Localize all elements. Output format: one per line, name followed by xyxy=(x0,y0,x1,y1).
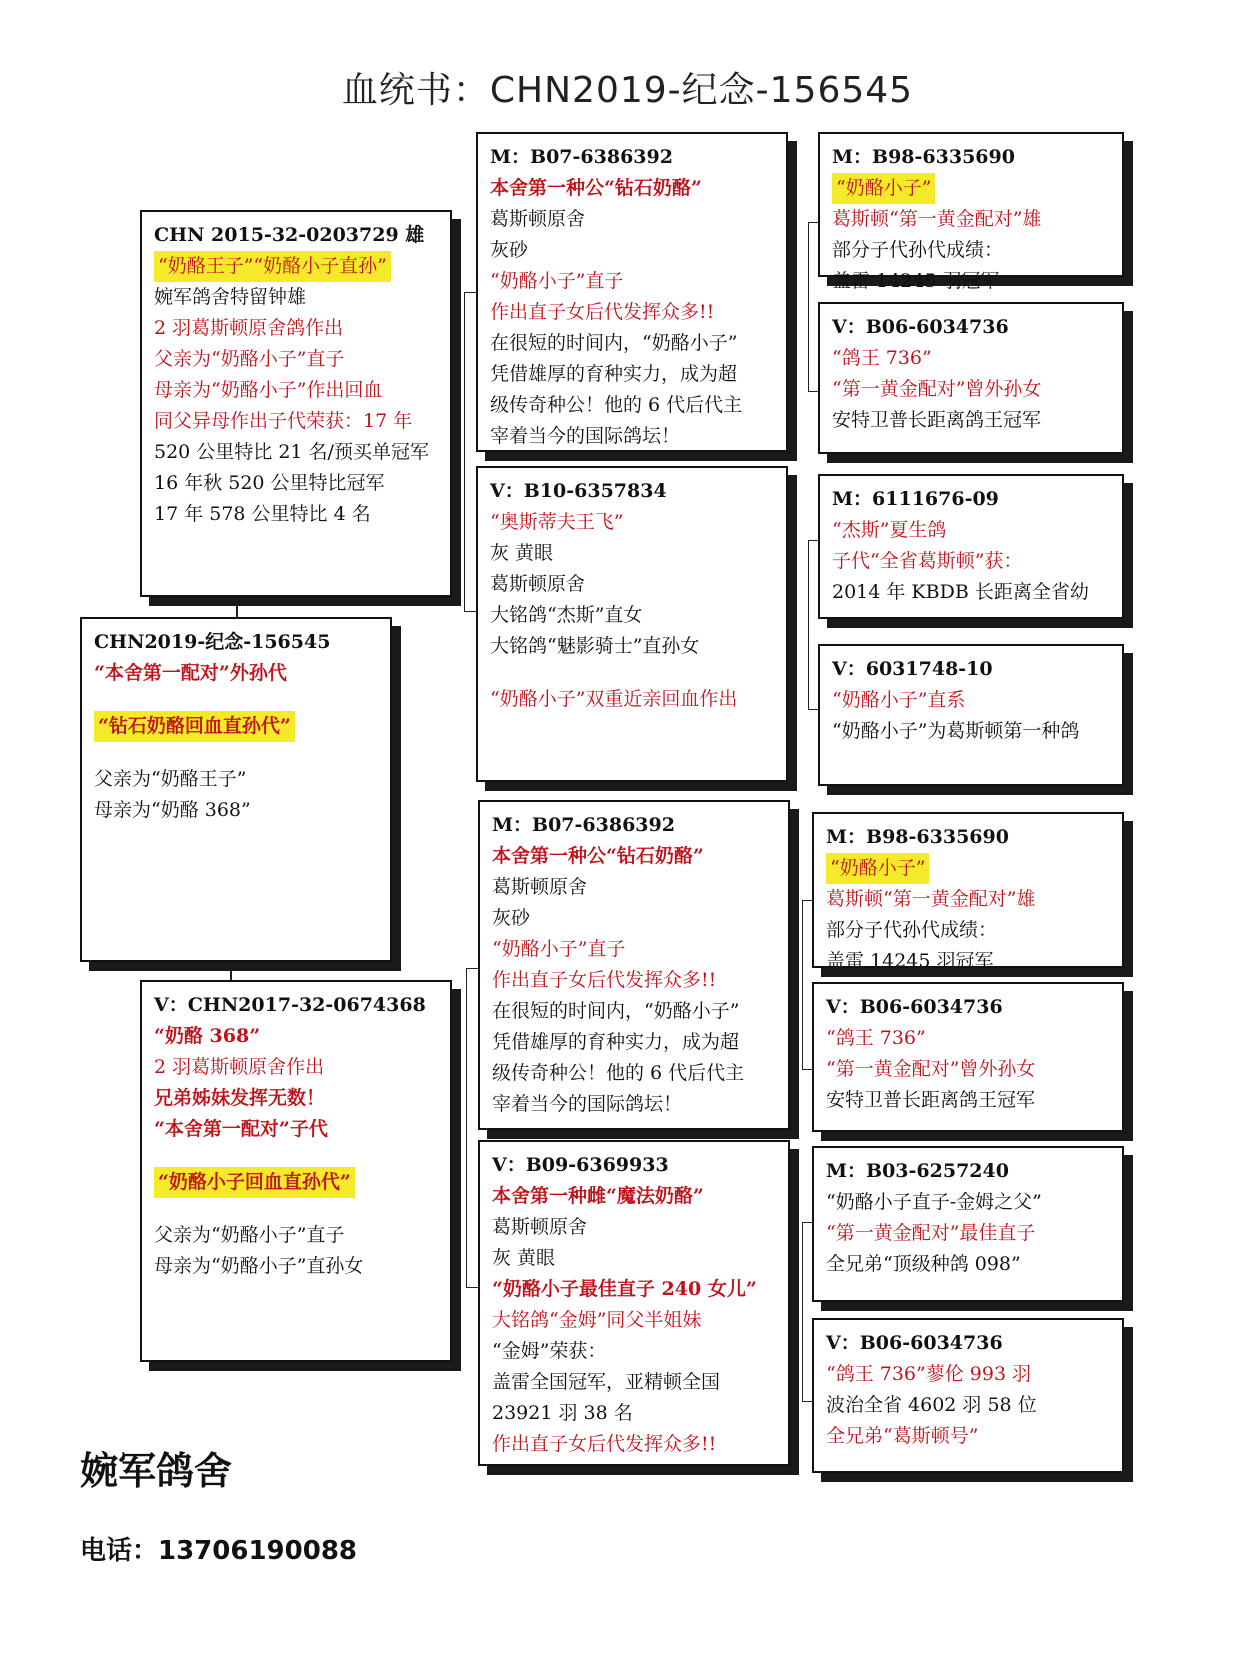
pedigree-line xyxy=(490,684,774,715)
pedigree-line xyxy=(490,538,774,569)
line-text: 父亲为“奶酪小子”直子 xyxy=(154,348,345,370)
line-text: 本舍第一种雌“魔法奶酪” xyxy=(492,1185,704,1207)
pedigree-line xyxy=(492,872,776,903)
line-text: “奶酪小子直子-金姆之父” xyxy=(826,1191,1042,1213)
connector-subject-dam xyxy=(230,962,232,982)
pedigree-line xyxy=(826,1249,1110,1280)
pedigree-line xyxy=(490,507,774,538)
pedigree-line xyxy=(826,1218,1110,1249)
line-text: “杰斯”夏生鸽 xyxy=(832,519,947,541)
pedigree-line xyxy=(826,915,1110,946)
line-text: “奶酪小子” xyxy=(832,173,935,204)
line-spacer xyxy=(94,689,378,711)
line-text: “奶酪小子”双重近亲回血作出 xyxy=(490,688,738,710)
gen2-card-2 xyxy=(476,466,788,782)
line-text: V：B10-6357834 xyxy=(490,480,667,502)
line-text: 安特卫普长距离鸽王冠军 xyxy=(832,409,1042,431)
line-text: “鸽王 736” xyxy=(826,1027,926,1049)
pedigree-line xyxy=(154,990,438,1021)
line-text: V：B09-6369933 xyxy=(492,1154,669,1176)
pedigree-line xyxy=(492,1058,776,1089)
line-text: 作出直子女后代发挥众多!! xyxy=(490,301,715,323)
pedigree-line xyxy=(154,1220,438,1251)
pedigree-line xyxy=(154,406,438,437)
pedigree-line xyxy=(154,1021,438,1052)
line-text: “奶酪小子最佳直子 240 女儿” xyxy=(492,1278,757,1300)
line-text: 母亲为“奶酪小子”作出回血 xyxy=(154,379,383,401)
gen3-card-4 xyxy=(818,644,1124,786)
line-text: 2 羽葛斯顿原舍鸽作出 xyxy=(154,317,344,339)
pedigree-line xyxy=(492,1398,776,1429)
line-text: 父亲为“奶酪小子”直子 xyxy=(154,1224,345,1246)
line-text: V：CHN2017-32-0674368 xyxy=(154,994,426,1016)
pedigree-line xyxy=(94,711,378,742)
pedigree-line xyxy=(154,251,438,282)
pedigree-line xyxy=(832,654,1110,685)
dam-card xyxy=(140,980,452,1362)
pedigree-line xyxy=(826,1421,1110,1452)
line-text: 灰 黄眼 xyxy=(490,542,554,564)
line-text: M：B03-6257240 xyxy=(826,1160,1009,1182)
line-text: 2014 年 KBDB 长距离全省幼 xyxy=(832,581,1089,603)
phone-number: 电话：13706190088 xyxy=(80,1536,357,1566)
pedigree-line xyxy=(832,484,1110,515)
line-text: 葛斯顿原舍 xyxy=(490,573,586,595)
line-text: “奶酪小子回血直孙代” xyxy=(154,1167,355,1198)
pedigree-title: 血统书：CHN2019-纪念-156545 xyxy=(341,70,914,111)
pedigree-line xyxy=(826,1054,1110,1085)
line-text: 同父异母作出子代荣获：17 年 xyxy=(154,410,413,432)
line-text: “奶酪小子”直系 xyxy=(832,689,966,711)
pedigree-line xyxy=(832,235,1110,266)
pedigree-line xyxy=(490,421,774,452)
line-text: V：B06-6034736 xyxy=(826,996,1003,1018)
line-text: 葛斯顿原舍 xyxy=(490,208,586,230)
line-text: 凭借雄厚的育种实力，成为超 xyxy=(492,1031,740,1053)
line-text: M：B07-6386392 xyxy=(490,146,673,168)
line-text: “第一黄金配对”最佳直子 xyxy=(826,1222,1036,1244)
pedigree-line xyxy=(832,343,1110,374)
pedigree-line xyxy=(826,992,1110,1023)
pedigree-line xyxy=(832,515,1110,546)
pedigree-line xyxy=(490,173,774,204)
line-text: “奶酪小子”直子 xyxy=(490,270,624,292)
line-text: 灰砂 xyxy=(490,239,529,261)
pedigree-line xyxy=(826,1359,1110,1390)
pedigree-line xyxy=(490,328,774,359)
pedigree-line xyxy=(832,577,1110,608)
pedigree-line xyxy=(492,1274,776,1305)
pedigree-line xyxy=(832,685,1110,716)
pedigree-line xyxy=(154,282,438,313)
pedigree-line xyxy=(154,1251,438,1282)
pedigree-line xyxy=(154,220,438,251)
line-text: “奶酪王子”“奶酪小子直孙” xyxy=(154,251,391,282)
line-text: 作出直子女后代发挥众多!! xyxy=(492,969,717,991)
line-text: “奥斯蒂夫王飞” xyxy=(490,511,624,533)
line-text: “金姆”荣获： xyxy=(492,1340,607,1362)
pedigree-line xyxy=(490,631,774,662)
line-text: 兄弟姊妹发挥无数！ xyxy=(154,1087,326,1109)
pedigree-line xyxy=(826,1023,1110,1054)
gen3-card-1 xyxy=(818,132,1124,292)
line-text: M：B07-6386392 xyxy=(492,814,675,836)
gen2-card-1 xyxy=(476,132,788,452)
line-text: 母亲为“奶酪 368” xyxy=(94,799,251,821)
pedigree-line xyxy=(492,1429,776,1460)
pedigree-line xyxy=(94,795,378,826)
pedigree-line xyxy=(492,903,776,934)
line-text: 婉军鸽舍特留钟雄 xyxy=(154,286,307,308)
pedigree-line xyxy=(826,853,1110,884)
gen2-card-4 xyxy=(478,1140,790,1466)
line-text: 16 年秋 520 公里特比冠军 xyxy=(154,472,385,494)
pedigree-line xyxy=(492,1027,776,1058)
pedigree-line xyxy=(492,1212,776,1243)
pedigree-line xyxy=(492,1243,776,1274)
line-text: M：B98-6335690 xyxy=(832,146,1015,168)
pedigree-line xyxy=(492,1305,776,1336)
line-text: 宰着当今的国际鸽坛！ xyxy=(490,425,681,447)
line-text: 520 公里特比 21 名/预买单冠军 xyxy=(154,441,429,463)
pedigree-line xyxy=(490,266,774,297)
line-text: 盖雷全国冠军，亚精顿全国 xyxy=(492,1371,721,1393)
line-text: “第一黄金配对”曾外孙女 xyxy=(832,378,1042,400)
pedigree-line xyxy=(154,375,438,406)
line-text: 全兄弟“葛斯顿号” xyxy=(826,1425,979,1447)
pedigree-line xyxy=(154,1083,438,1114)
pedigree-line xyxy=(94,627,378,658)
line-spacer xyxy=(154,1145,438,1167)
pedigree-line xyxy=(154,344,438,375)
pedigree-line xyxy=(490,204,774,235)
line-text: 部分子代孙代成绩： xyxy=(826,919,998,941)
line-text: 大铭鸽“金姆”同父半姐妹 xyxy=(492,1309,702,1331)
line-text: 母亲为“奶酪小子”直孙女 xyxy=(154,1255,364,1277)
gen3-card-6 xyxy=(812,982,1124,1132)
pedigree-line xyxy=(154,313,438,344)
pedigree-line xyxy=(492,841,776,872)
line-text: 在很短的时间内，“奶酪小子” xyxy=(492,1000,740,1022)
pedigree-line xyxy=(490,569,774,600)
line-text: “奶酪小子”为葛斯顿第一种鸽 xyxy=(832,720,1080,742)
subject-card xyxy=(80,617,392,962)
pedigree-line xyxy=(826,822,1110,853)
line-text: 级传奇种公！他的 6 代后代主 xyxy=(490,394,743,416)
line-text: M：6111676-09 xyxy=(832,488,999,510)
pedigree-line xyxy=(492,965,776,996)
line-spacer xyxy=(490,662,774,684)
line-text: 全兄弟“顶级种鸽 098” xyxy=(826,1253,1021,1275)
line-text: 子代“全省葛斯顿”获： xyxy=(832,550,1023,572)
line-text: “本舍第一配对”外孙代 xyxy=(94,662,287,684)
pedigree-line xyxy=(832,546,1110,577)
line-text: 在很短的时间内，“奶酪小子” xyxy=(490,332,738,354)
line-text: “奶酪小子”直子 xyxy=(492,938,626,960)
sire-card xyxy=(140,210,452,597)
pedigree-line xyxy=(492,1336,776,1367)
pedigree-line xyxy=(492,810,776,841)
pedigree-line xyxy=(492,1150,776,1181)
line-text: 宰着当今的国际鸽坛！ xyxy=(492,1093,683,1115)
line-text: V：B06-6034736 xyxy=(826,1332,1003,1354)
line-text: “鸽王 736” xyxy=(832,347,932,369)
pedigree-line xyxy=(832,405,1110,436)
line-text: 安特卫普长距离鸽王冠军 xyxy=(826,1089,1036,1111)
pedigree-line xyxy=(826,1187,1110,1218)
gen3-card-7 xyxy=(812,1146,1124,1302)
pedigree-line xyxy=(826,884,1110,915)
line-text: V：B06-6034736 xyxy=(832,316,1009,338)
line-text: 本舍第一种公“钻石奶酪” xyxy=(492,845,704,867)
line-text: 盖雷 14245 羽冠军 xyxy=(832,270,1000,292)
pedigree-line xyxy=(826,1328,1110,1359)
gen3-card-8 xyxy=(812,1318,1124,1473)
line-text: 大铭鸽“魅影骑士”直孙女 xyxy=(490,635,700,657)
line-text: 葛斯顿“第一黄金配对”雄 xyxy=(826,888,1036,910)
line-spacer xyxy=(154,1198,438,1220)
connector-subject-sire xyxy=(236,597,238,619)
line-text: “第一黄金配对”曾外孙女 xyxy=(826,1058,1036,1080)
line-text: 父亲为“奶酪王子” xyxy=(94,768,247,790)
line-text: 凭借雄厚的育种实力，成为超 xyxy=(490,363,738,385)
loft-name: 婉军鸽舍 xyxy=(80,1449,233,1493)
pedigree-line xyxy=(154,499,438,530)
pedigree-line xyxy=(832,716,1110,747)
pedigree-line xyxy=(154,1052,438,1083)
pedigree-line xyxy=(154,1167,438,1198)
line-text: V：6031748-10 xyxy=(832,658,993,680)
pedigree-line xyxy=(826,1156,1110,1187)
pedigree-line xyxy=(832,374,1110,405)
pedigree-line xyxy=(826,1085,1110,1116)
gen3-card-3 xyxy=(818,474,1124,619)
line-text: M：B98-6335690 xyxy=(826,826,1009,848)
gen3-card-2 xyxy=(818,302,1124,454)
line-text: 级传奇种公！他的 6 代后代主 xyxy=(492,1062,745,1084)
pedigree-line xyxy=(832,266,1110,297)
pedigree-line xyxy=(826,1390,1110,1421)
gen3-card-5 xyxy=(812,812,1124,972)
line-text: “奶酪小子” xyxy=(826,853,929,884)
pedigree-line xyxy=(832,204,1110,235)
line-text: 葛斯顿原舍 xyxy=(492,1216,588,1238)
line-spacer xyxy=(94,742,378,764)
line-text: “本舍第一配对”子代 xyxy=(154,1118,328,1140)
line-text: 葛斯顿原舍 xyxy=(492,876,588,898)
pedigree-line xyxy=(490,142,774,173)
line-text: “鸽王 736”蓼伦 993 羽 xyxy=(826,1363,1032,1385)
line-text: 大铭鸽“杰斯”直女 xyxy=(490,604,643,626)
line-text: “奶酪 368” xyxy=(154,1025,261,1047)
pedigree-line xyxy=(94,658,378,689)
pedigree-line xyxy=(490,297,774,328)
pedigree-line xyxy=(492,1089,776,1120)
pedigree-line xyxy=(826,946,1110,977)
line-text: 盖雷 14245 羽冠军 xyxy=(826,950,994,972)
line-text: CHN2019-纪念-156545 xyxy=(94,631,331,653)
pedigree-line xyxy=(492,934,776,965)
pedigree-line xyxy=(154,437,438,468)
pedigree-line xyxy=(832,142,1110,173)
pedigree-line xyxy=(832,173,1110,204)
line-text: 部分子代孙代成绩： xyxy=(832,239,1004,261)
pedigree-line xyxy=(492,996,776,1027)
pedigree-line xyxy=(154,1114,438,1145)
line-text: “钻石奶酪回血直孙代” xyxy=(94,711,295,742)
line-text: 作出直子女后代发挥众多!! xyxy=(492,1433,717,1455)
line-text: 灰 黄眼 xyxy=(492,1247,556,1269)
pedigree-line xyxy=(490,476,774,507)
pedigree-line xyxy=(492,1181,776,1212)
pedigree-line xyxy=(490,600,774,631)
pedigree-line xyxy=(94,764,378,795)
line-text: CHN 2015-32-0203729 雄 xyxy=(154,224,425,246)
line-text: 23921 羽 38 名 xyxy=(492,1402,633,1424)
line-text: 波治全省 4602 羽 58 位 xyxy=(826,1394,1037,1416)
line-text: 2 羽葛斯顿原舍作出 xyxy=(154,1056,325,1078)
pedigree-line xyxy=(490,235,774,266)
gen2-card-3 xyxy=(478,800,790,1130)
line-text: 灰砂 xyxy=(492,907,531,929)
pedigree-line xyxy=(492,1367,776,1398)
line-text: 葛斯顿“第一黄金配对”雄 xyxy=(832,208,1042,230)
pedigree-line xyxy=(490,359,774,390)
line-text: 本舍第一种公“钻石奶酪” xyxy=(490,177,702,199)
pedigree-line xyxy=(154,468,438,499)
pedigree-line xyxy=(832,312,1110,343)
pedigree-line xyxy=(490,390,774,421)
line-text: 17 年 578 公里特比 4 名 xyxy=(154,503,371,525)
